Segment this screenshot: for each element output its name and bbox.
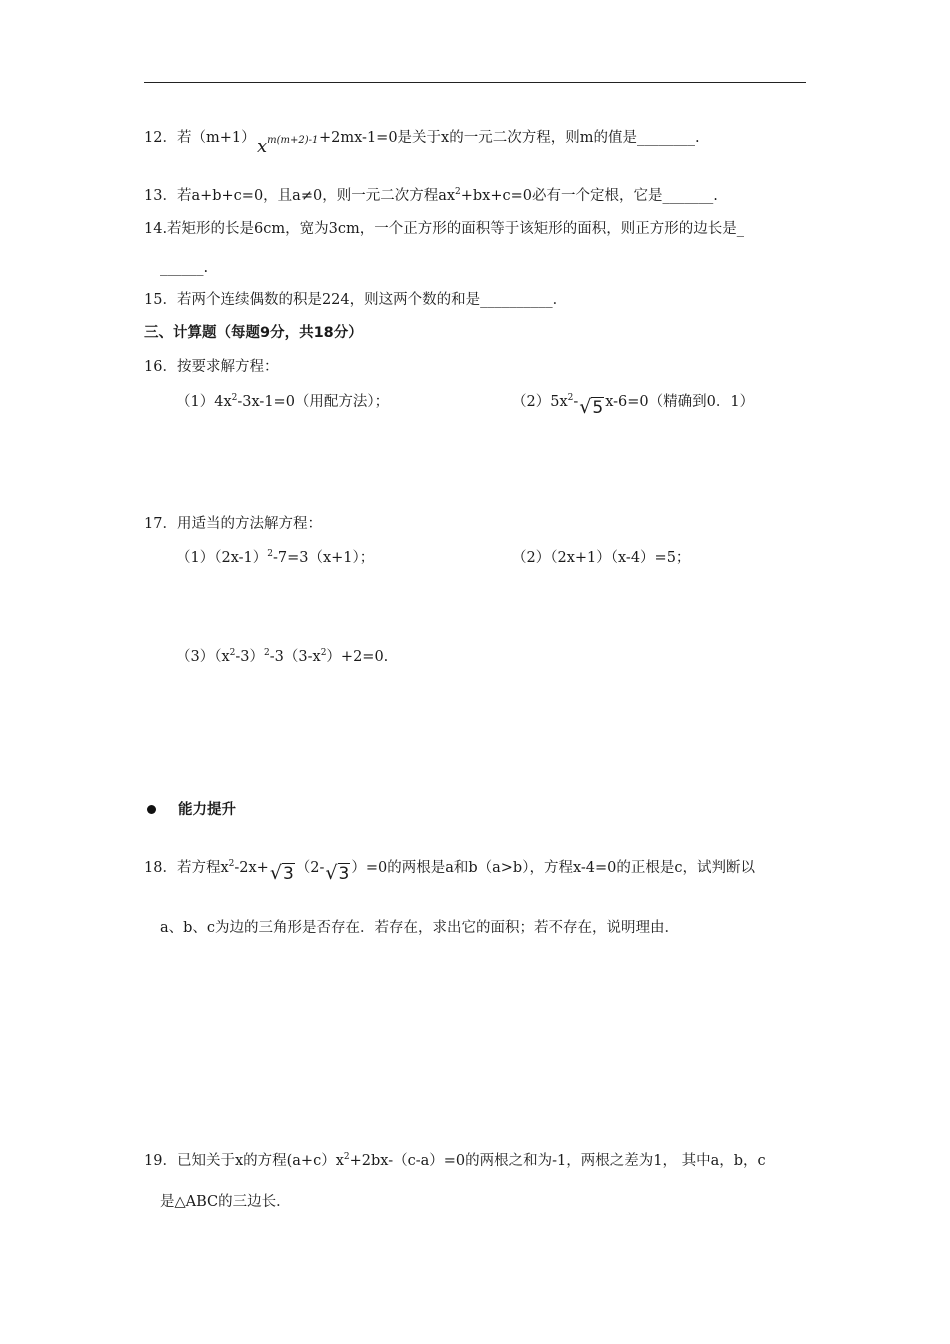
q17-p3-a: （3）（x	[176, 649, 230, 665]
q17-p3-sup3: 2	[320, 648, 327, 658]
q12-text-a: 12．若（m+1）	[144, 130, 256, 146]
sqrt-icon: √5	[579, 396, 604, 418]
q18-c: （2-	[295, 860, 325, 876]
question-13	[144, 186, 718, 206]
q17-p3-d: ）+2=0.	[326, 649, 389, 665]
q12-exponent: m(m+2)-1	[267, 135, 319, 146]
q18-b: -2x+	[234, 860, 269, 876]
question-14-line-2	[160, 258, 208, 278]
q18-radicand-1: 3	[282, 864, 294, 884]
q17-part-3	[176, 647, 388, 667]
q17-p1-a: （1）（2x-1）	[176, 550, 268, 566]
ability-heading	[178, 800, 236, 820]
q19-sup: 2	[343, 1152, 350, 1162]
question-12	[144, 128, 256, 148]
q18-d: ）=0的两根是a和b（a>b），方程x-4=0的正根是c，试判断以	[351, 860, 755, 876]
section-3-text: 三、计算题（每题9分，共18分）	[144, 325, 363, 341]
q17-part-2	[512, 548, 690, 568]
q16-p2-b: -	[573, 394, 579, 410]
question-18-line-2	[160, 918, 679, 938]
q12-text-b-span: +2mx-1=0是关于x的一元二次方程，则m的值是________.	[319, 130, 700, 146]
q17-p3-sup2: 2	[264, 648, 270, 658]
q16-p2-radicand: 5	[592, 398, 604, 418]
question-17-title	[144, 514, 322, 534]
q18-radicand-2: 3	[338, 864, 350, 884]
q16-p2-sup: 2	[567, 393, 574, 403]
question-19-line-1	[144, 1151, 766, 1171]
q13-sup: 2	[455, 187, 461, 197]
q12-power-expression	[257, 136, 318, 157]
q19-a: 19．已知关于x的方程(a+c）x	[144, 1153, 344, 1169]
sqrt-icon: √3	[325, 862, 350, 884]
q13-text-a: 13．若a+b+c=0，且a≠0，则一元二次方程ax	[144, 188, 456, 204]
q16-part-2	[512, 392, 754, 418]
q15-text: 15．若两个连续偶数的积是224，则这两个数的和是__________．	[144, 292, 568, 308]
q17-p3-sup1: 2	[229, 648, 236, 658]
q16-p1-sup: 2	[231, 393, 238, 403]
sqrt-icon: √3	[269, 862, 294, 884]
question-19-line-2	[160, 1192, 291, 1212]
q16-p1-b: -3x-1=0（用配方法）；	[237, 394, 390, 410]
question-18-line-1	[144, 858, 755, 884]
q17-p1-sup: 2	[267, 549, 273, 559]
q17-p3-b: -3）	[235, 649, 265, 665]
q18-sup: 2	[228, 859, 235, 869]
q12-base: x	[257, 136, 268, 157]
q17-p3-c: -3（3-x	[269, 649, 321, 665]
q16-p2-c: x-6=0（精确到0．1）	[605, 394, 755, 410]
question-14-line-1	[144, 219, 744, 239]
q16-p1-a: （1）4x	[176, 394, 232, 410]
q17-p2-text: （2）（2x+1）（x-4）=5；	[512, 550, 691, 566]
q16-p2-a: （2）5x	[512, 394, 568, 410]
q17-part-1	[176, 548, 374, 568]
bullet-icon	[147, 805, 156, 814]
q19-line2-text: 是△ABC的三边长．	[160, 1194, 291, 1210]
q14-text-1: 14.若矩形的长是6cm，宽为3cm，一个正方形的面积等于该矩形的面积，则正方形的边长是_	[144, 221, 744, 237]
q14-text-2: ______.	[160, 260, 209, 276]
q19-b: +2bx-（c-a）=0的两根之和为-1，两根之差为1， 其中a，b，c	[349, 1153, 766, 1169]
q18-line2-text: a、b、c为边的三角形是否存在．若存在，求出它的面积；若不存在，说明理由．	[160, 920, 680, 936]
q16-title-text: 16．按要求解方程：	[144, 359, 279, 375]
q12-text-b	[319, 128, 700, 148]
section-3-heading	[144, 323, 363, 343]
question-16-title	[144, 357, 278, 377]
ability-text: 能力提升	[178, 802, 236, 818]
q18-a: 18．若方程x	[144, 860, 229, 876]
q17-title-text: 17．用适当的方法解方程：	[144, 516, 322, 532]
question-15	[144, 290, 567, 310]
q17-p1-b: -7=3（x+1）；	[272, 550, 375, 566]
q16-part-1	[176, 392, 389, 412]
header-rule	[144, 82, 806, 83]
q13-text-b: +bx+c=0必有一个定根，它是_______.	[460, 188, 718, 204]
